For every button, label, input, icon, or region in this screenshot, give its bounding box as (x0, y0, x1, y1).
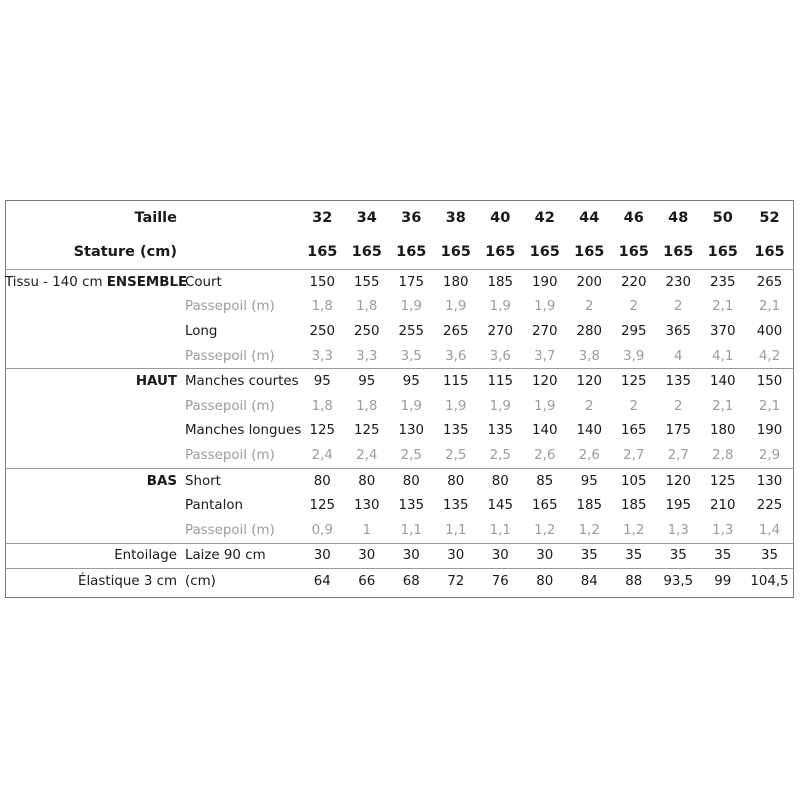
row-sub-label: Passepoil (m) (185, 398, 275, 414)
header-row-stature (5, 235, 794, 270)
row-label-bold: ENSEMBLE (106, 274, 188, 290)
value-cell: 1,9 (489, 398, 511, 414)
size-cell: 50 (712, 210, 733, 226)
value-cell: 105 (612, 468, 657, 493)
row-group-label (5, 443, 183, 468)
value-cell: 130 (398, 423, 425, 439)
value-cell: 30 (300, 543, 345, 569)
value-cell: 1,2 (578, 522, 600, 538)
value-cell: 1,9 (400, 299, 422, 315)
value-cell: 195 (665, 498, 692, 514)
row-sub-label: Passepoil (m) (185, 522, 275, 538)
value-cell: 185 (576, 498, 603, 514)
value-cell: 2,5 (445, 447, 467, 463)
value-cell: 2,6 (578, 447, 600, 463)
value-cell: 2 (629, 299, 639, 315)
value-cell: 1,2 (534, 522, 556, 538)
value-cell: 4,1 (712, 348, 734, 364)
value-cell: 2 (673, 299, 683, 315)
value-cell: 3,9 (623, 348, 645, 364)
stature-cell: 165 (351, 244, 382, 260)
value-cell: 1,4 (758, 522, 781, 538)
value-cell: 210 (709, 498, 736, 514)
value-cell: 125 (612, 369, 657, 394)
value-cell: 85 (523, 468, 568, 493)
value-cell: 135 (442, 423, 469, 439)
row-sub-label: Laize 90 cm (183, 543, 300, 569)
value-cell: 400 (756, 323, 783, 339)
value-cell: 3,3 (311, 348, 333, 364)
stature-cell: 165 (485, 244, 516, 260)
value-cell: 2,8 (712, 447, 734, 463)
table-row (5, 419, 794, 444)
table-row (5, 394, 794, 419)
value-cell: 3,6 (489, 348, 511, 364)
value-cell: 175 (665, 423, 692, 439)
row-sub-label: Long (185, 323, 218, 339)
row-sub-label: Passepoil (m) (185, 447, 275, 463)
value-cell: 130 (353, 498, 380, 514)
row-sub-label: (cm) (183, 569, 300, 594)
value-cell: 225 (756, 498, 783, 514)
value-cell: 200 (567, 270, 612, 295)
value-cell: 95 (300, 369, 345, 394)
value-cell: 30 (389, 543, 434, 569)
value-cell: 265 (745, 270, 794, 295)
value-cell: 2,4 (311, 447, 333, 463)
value-cell: 155 (345, 270, 390, 295)
value-cell: 2 (584, 299, 594, 315)
table-row (5, 319, 794, 344)
value-cell: 115 (434, 369, 479, 394)
value-cell: 30 (478, 543, 523, 569)
value-cell: 235 (701, 270, 746, 295)
size-cell: 34 (356, 210, 377, 226)
stature-cell: 165 (707, 244, 738, 260)
table-row (5, 468, 794, 493)
value-cell: 93,5 (656, 569, 701, 594)
value-cell: 72 (434, 569, 479, 594)
value-cell: 66 (345, 569, 390, 594)
value-cell: 140 (701, 369, 746, 394)
stature-cell: 165 (396, 244, 427, 260)
value-cell: 2,1 (758, 398, 781, 414)
header-blank (183, 235, 300, 270)
value-cell: 370 (709, 323, 736, 339)
value-cell: 265 (442, 323, 469, 339)
row-group-label (5, 569, 183, 594)
value-cell: 64 (300, 569, 345, 594)
table-row (5, 443, 794, 468)
value-cell: 95 (389, 369, 434, 394)
value-cell: 135 (398, 498, 425, 514)
value-cell: 125 (353, 423, 380, 439)
value-cell: 295 (620, 323, 647, 339)
size-cell: 40 (490, 210, 511, 226)
value-cell: 185 (620, 498, 647, 514)
stature-label: Stature (cm) (73, 244, 177, 260)
value-cell: 1,9 (445, 398, 467, 414)
table-row (5, 344, 794, 369)
value-cell: 130 (745, 468, 794, 493)
value-cell: 230 (656, 270, 701, 295)
size-cell: 36 (401, 210, 422, 226)
value-cell: 1,9 (400, 398, 422, 414)
value-cell: 4,2 (758, 348, 781, 364)
value-cell: 140 (531, 423, 558, 439)
value-cell: 255 (398, 323, 425, 339)
row-group-label (5, 518, 183, 543)
value-cell: 2,7 (667, 447, 689, 463)
value-cell: 120 (656, 468, 701, 493)
row-sub-label: Pantalon (185, 498, 244, 514)
row-group-label (5, 344, 183, 369)
value-cell: 2,1 (712, 398, 734, 414)
stature-cell: 165 (307, 244, 338, 260)
header-row-taille (5, 201, 794, 235)
row-group-label (5, 419, 183, 444)
value-cell: 250 (309, 323, 336, 339)
row-sub-label: Manches courtes (183, 369, 300, 394)
value-cell: 120 (523, 369, 568, 394)
value-cell: 1,1 (400, 522, 422, 538)
value-cell: 80 (478, 468, 523, 493)
table-row (5, 518, 794, 543)
row-sub-label: Court (183, 270, 300, 295)
value-cell: 175 (389, 270, 434, 295)
value-cell: 2,7 (623, 447, 645, 463)
value-cell: 135 (656, 369, 701, 394)
value-cell: 3,7 (534, 348, 556, 364)
value-cell: 2,5 (489, 447, 511, 463)
value-cell: 2 (629, 398, 639, 414)
row-group-label (5, 394, 183, 419)
size-chart-table (5, 201, 794, 594)
value-cell: 1,9 (445, 299, 467, 315)
stature-cell: 165 (529, 244, 560, 260)
value-cell: 80 (389, 468, 434, 493)
value-cell: 180 (434, 270, 479, 295)
value-cell: 1,1 (489, 522, 511, 538)
value-cell: 2 (584, 398, 594, 414)
value-cell: 80 (300, 468, 345, 493)
size-cell: 38 (445, 210, 466, 226)
value-cell: 1,9 (489, 299, 511, 315)
value-cell: 1,3 (712, 522, 734, 538)
table-row (5, 493, 794, 518)
value-cell: 80 (345, 468, 390, 493)
value-cell: 2,1 (712, 299, 734, 315)
stature-cell: 165 (574, 244, 605, 260)
value-cell: 1,2 (623, 522, 645, 538)
value-cell: 135 (487, 423, 514, 439)
value-cell: 2,5 (400, 447, 422, 463)
value-cell: 115 (478, 369, 523, 394)
value-cell: 125 (701, 468, 746, 493)
table-row (5, 369, 794, 394)
stature-cell: 165 (754, 244, 785, 260)
value-cell: 3,8 (578, 348, 600, 364)
value-cell: 80 (434, 468, 479, 493)
row-group-label (5, 493, 183, 518)
row-sub-label: Manches longues (185, 423, 302, 439)
taille-label: Taille (134, 210, 177, 226)
value-cell: 2,1 (758, 299, 781, 315)
value-cell: 2 (673, 398, 683, 414)
value-cell: 220 (612, 270, 657, 295)
value-cell: 2,4 (356, 447, 378, 463)
row-group-label (5, 295, 183, 320)
value-cell: 150 (745, 369, 794, 394)
size-cell: 32 (312, 210, 333, 226)
value-cell: 365 (665, 323, 692, 339)
row-group-label (5, 270, 188, 295)
value-cell: 280 (576, 323, 603, 339)
row-sub-label: Passepoil (m) (185, 348, 275, 364)
value-cell: 125 (309, 423, 336, 439)
value-cell: 185 (478, 270, 523, 295)
value-cell: 1,1 (445, 522, 467, 538)
value-cell: 35 (701, 543, 746, 569)
value-cell: 135 (442, 498, 469, 514)
value-cell: 2,6 (534, 447, 556, 463)
value-cell: 270 (531, 323, 558, 339)
size-cell: 52 (759, 210, 780, 226)
value-cell: 1,3 (667, 522, 689, 538)
stature-cell: 165 (663, 244, 694, 260)
stature-cell: 165 (618, 244, 649, 260)
value-cell: 1 (362, 522, 372, 538)
value-cell: 35 (656, 543, 701, 569)
value-cell: 250 (353, 323, 380, 339)
value-cell: 1,9 (534, 299, 556, 315)
value-cell: 1,8 (356, 299, 378, 315)
row-sub-label: Short (183, 468, 300, 493)
table-row (5, 295, 794, 320)
table-row (5, 569, 794, 594)
size-cell: 48 (668, 210, 689, 226)
value-cell: 120 (567, 369, 612, 394)
row-label-text: Tissu - 140 cm (5, 274, 107, 290)
value-cell: 80 (523, 569, 568, 594)
value-cell: 140 (576, 423, 603, 439)
value-cell: 3,5 (400, 348, 422, 364)
row-group-label (5, 369, 183, 394)
size-cell: 42 (534, 210, 555, 226)
row-group-label (5, 543, 183, 569)
value-cell: 1,8 (356, 398, 378, 414)
value-cell: 125 (309, 498, 336, 514)
row-label-text: Entoilage (114, 548, 177, 564)
row-label-bold: BAS (146, 473, 177, 489)
value-cell: 270 (487, 323, 514, 339)
value-cell: 104,5 (745, 569, 794, 594)
value-cell: 35 (567, 543, 612, 569)
value-cell: 30 (523, 543, 568, 569)
value-cell: 4 (673, 348, 683, 364)
value-cell: 1,9 (534, 398, 556, 414)
value-cell: 190 (756, 423, 783, 439)
row-group-label (5, 468, 183, 493)
value-cell: 1,8 (311, 299, 333, 315)
value-cell: 99 (701, 569, 746, 594)
header-blank (183, 201, 300, 235)
value-cell: 180 (709, 423, 736, 439)
value-cell: 3,6 (445, 348, 467, 364)
value-cell: 88 (612, 569, 657, 594)
value-cell: 165 (531, 498, 558, 514)
row-sub-label: Passepoil (m) (185, 299, 275, 315)
value-cell: 2,9 (758, 447, 781, 463)
value-cell: 3,3 (356, 348, 378, 364)
value-cell: 95 (345, 369, 390, 394)
value-cell: 165 (620, 423, 647, 439)
table-row (5, 270, 794, 295)
value-cell: 35 (612, 543, 657, 569)
value-cell: 84 (567, 569, 612, 594)
row-group-label (5, 319, 183, 344)
stature-cell: 165 (440, 244, 471, 260)
row-label-bold: HAUT (135, 374, 177, 390)
value-cell: 35 (745, 543, 794, 569)
value-cell: 1,8 (311, 398, 333, 414)
size-cell: 46 (623, 210, 644, 226)
value-cell: 0,9 (311, 522, 333, 538)
table-row (5, 543, 794, 569)
value-cell: 190 (523, 270, 568, 295)
value-cell: 76 (478, 569, 523, 594)
row-label-text: Élastique 3 cm (78, 573, 177, 589)
value-cell: 150 (300, 270, 345, 295)
value-cell: 68 (389, 569, 434, 594)
value-cell: 95 (567, 468, 612, 493)
value-cell: 145 (487, 498, 514, 514)
value-cell: 30 (345, 543, 390, 569)
value-cell: 30 (434, 543, 479, 569)
size-cell: 44 (579, 210, 600, 226)
